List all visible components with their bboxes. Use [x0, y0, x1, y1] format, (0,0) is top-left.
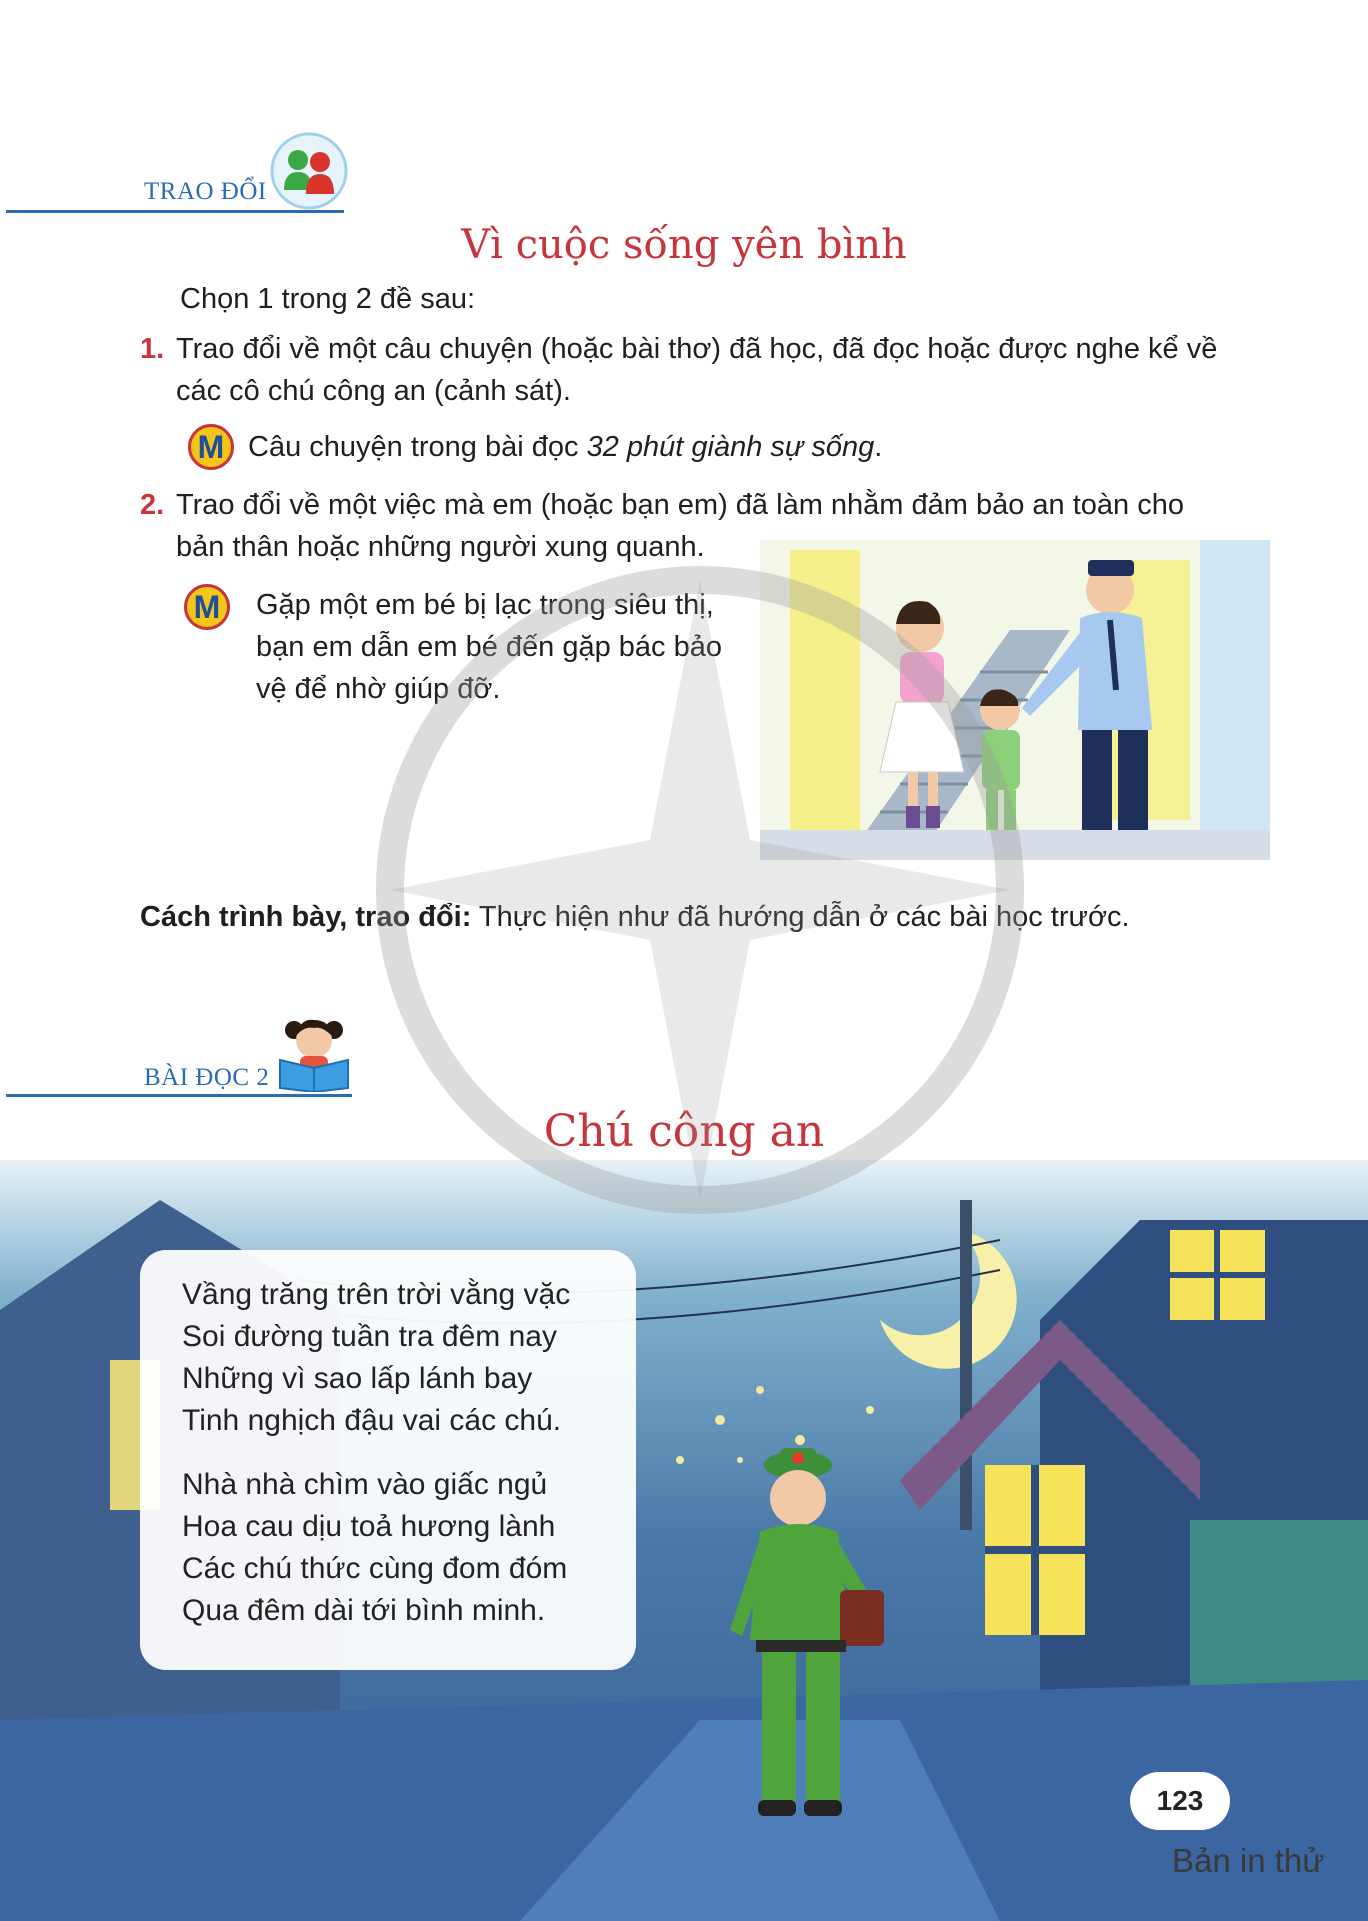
- intro-text: Chọn 1 trong 2 đề sau:: [180, 283, 476, 315]
- topic-text-line: bản thân hoặc những người xung quanh.: [176, 531, 705, 563]
- poem-line: Tinh nghịch đậu vai các chú.: [182, 1404, 562, 1437]
- poem-box: [140, 1250, 636, 1670]
- poem-line: Các chú thức cùng đom đóm: [182, 1552, 568, 1585]
- example-badge: M: [184, 584, 230, 630]
- example-line: bạn em dẫn em bé đến gặp bác bảo: [256, 631, 722, 663]
- section-divider: [6, 1094, 352, 1097]
- poem-title: Chú công an: [543, 1106, 825, 1157]
- section-divider: [6, 210, 344, 213]
- example-end: .: [874, 431, 883, 463]
- topic-text-line: các cô chú công an (cảnh sát).: [176, 375, 571, 407]
- watermark-star-icon: [370, 560, 1030, 1220]
- example-story-title: 32 phút giành sự sống: [586, 431, 875, 463]
- poem-line: Soi đường tuần tra đêm nay: [182, 1320, 557, 1353]
- page-number: 123: [1130, 1772, 1230, 1830]
- example-lead: Câu chuyện trong bài đọc: [248, 431, 587, 463]
- topic-number: 1.: [140, 333, 165, 365]
- example-badge: M: [188, 424, 234, 470]
- poem-line: Những vì sao lấp lánh bay: [182, 1362, 533, 1395]
- reading-girl-icon: [274, 1012, 354, 1092]
- topic-text-line: Trao đổi về một câu chuyện (hoặc bài thơ) đã học, đã đọc hoặc được nghe kể về: [176, 333, 1218, 365]
- example-text: [248, 426, 882, 468]
- presentation-label: Cách trình bày, trao đổi:: [140, 901, 472, 933]
- section-label-bai-doc: BÀI ĐỌC 2: [144, 1064, 270, 1091]
- example-line: vệ để nhờ giúp đỡ.: [256, 673, 501, 705]
- draft-label: Bản in thử: [1172, 1842, 1325, 1879]
- discussion-title: Vì cuộc sống yên bình: [461, 222, 907, 268]
- example-line: Gặp một em bé bị lạc trong siêu thị,: [256, 589, 714, 621]
- poem-line: Nhà nhà chìm vào giấc ngủ: [182, 1468, 548, 1501]
- poem-line: Vầng trăng trên trời vằng vặc: [182, 1278, 571, 1311]
- section-label-trao-doi: TRAO ĐỔI: [144, 178, 267, 205]
- presentation-text: Thực hiện như đã hướng dẫn ở các bài học trước.: [471, 901, 1130, 933]
- poem-line: Qua đêm dài tới bình minh.: [182, 1594, 546, 1627]
- topic-text-line: Trao đổi về một việc mà em (hoặc bạn em) đã làm nhằm đảm bảo an toàn cho: [176, 489, 1184, 521]
- discussion-people-icon: [270, 132, 348, 210]
- topic-number: 2.: [140, 489, 165, 521]
- poem-line: Hoa cau dịu toả hương lành: [182, 1510, 556, 1543]
